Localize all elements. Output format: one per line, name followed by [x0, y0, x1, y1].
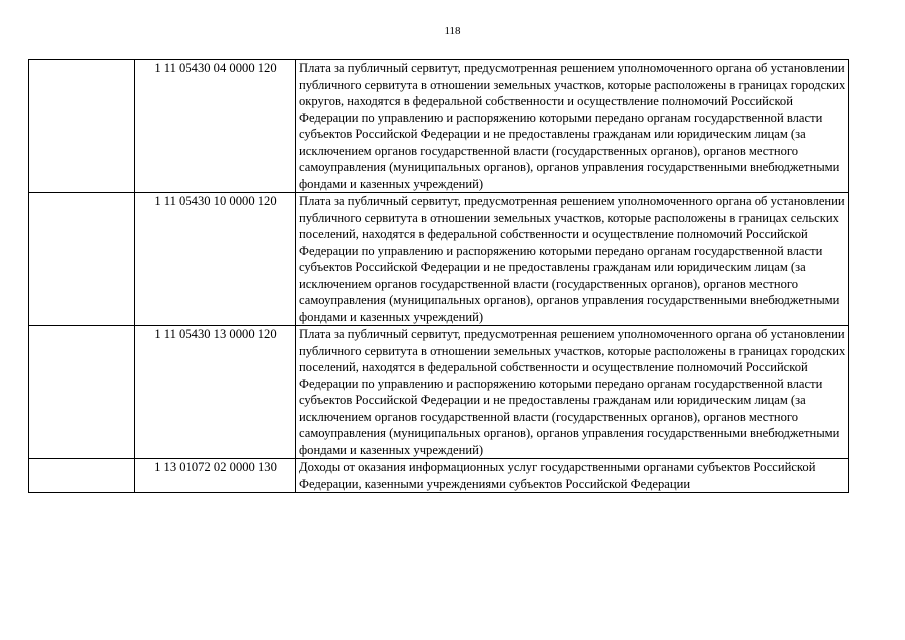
table-row — [29, 326, 849, 459]
budget-code-cell: 1 11 05430 13 0000 120 — [135, 326, 296, 459]
admin-code-cell — [29, 60, 135, 193]
revenue-codes-table — [28, 59, 849, 493]
table-row — [29, 60, 849, 193]
table-row — [29, 459, 849, 493]
admin-code-cell — [29, 459, 135, 493]
table-row — [29, 193, 849, 326]
budget-code-cell: 1 11 05430 04 0000 120 — [135, 60, 296, 193]
description-cell: Плата за публичный сервитут, предусмотренная решением уполномоченного органа об установлении публичного сервитута в отношении земельных участков, которые расположены в границах городских округов, находятся в федеральной собственности и осуществление полномочий Российской Федерации по управлению и распоряжению которыми передано органам государственной власти субъектов Российской Федерации и не предоставлены гражданам или юридическим лицам (за исключением органов государственной власти (государственных органов), органов местного самоуправления (муниципальных органов), органов управления государственными внебюджетными фондами и казенных учреждений) — [296, 60, 849, 193]
description-cell: Доходы от оказания информационных услуг государственными органами субъектов Российской Федерации, казенными учреждениями субъектов Российской Федерации — [296, 459, 849, 493]
description-cell: Плата за публичный сервитут, предусмотренная решением уполномоченного органа об установлении публичного сервитута в отношении земельных участков, которые расположены в границах городских поселений, находятся в федеральной собственности и осуществление полномочий Российской Федерации по управлению и распоряжению которыми передано органам государственной власти субъектов Российской Федерации и не предоставлены гражданам или юридическим лицам (за исключением органов государственной власти (государственных органов), органов местного самоуправления (муниципальных органов), органов управления государственными внебюджетными фондами и казенных учреждений) — [296, 326, 849, 459]
page-number: 118 — [444, 25, 461, 37]
admin-code-cell — [29, 326, 135, 459]
admin-code-cell — [29, 193, 135, 326]
description-cell: Плата за публичный сервитут, предусмотренная решением уполномоченного органа об установлении публичного сервитута в отношении земельных участков, которые расположены в границах сельских поселений, находятся в федеральной собственности и осуществление полномочий Российской Федерации по управлению и распоряжению которыми передано органам государственной власти субъектов Российской Федерации и не предоставлены гражданам или юридическим лицам (за исключением органов государственной власти (государственных органов), органов местного самоуправления (муниципальных органов), органов управления государственными внебюджетными фондами и казенных учреждений) — [296, 193, 849, 326]
budget-code-cell: 1 13 01072 02 0000 130 — [135, 459, 296, 493]
budget-code-cell: 1 11 05430 10 0000 120 — [135, 193, 296, 326]
